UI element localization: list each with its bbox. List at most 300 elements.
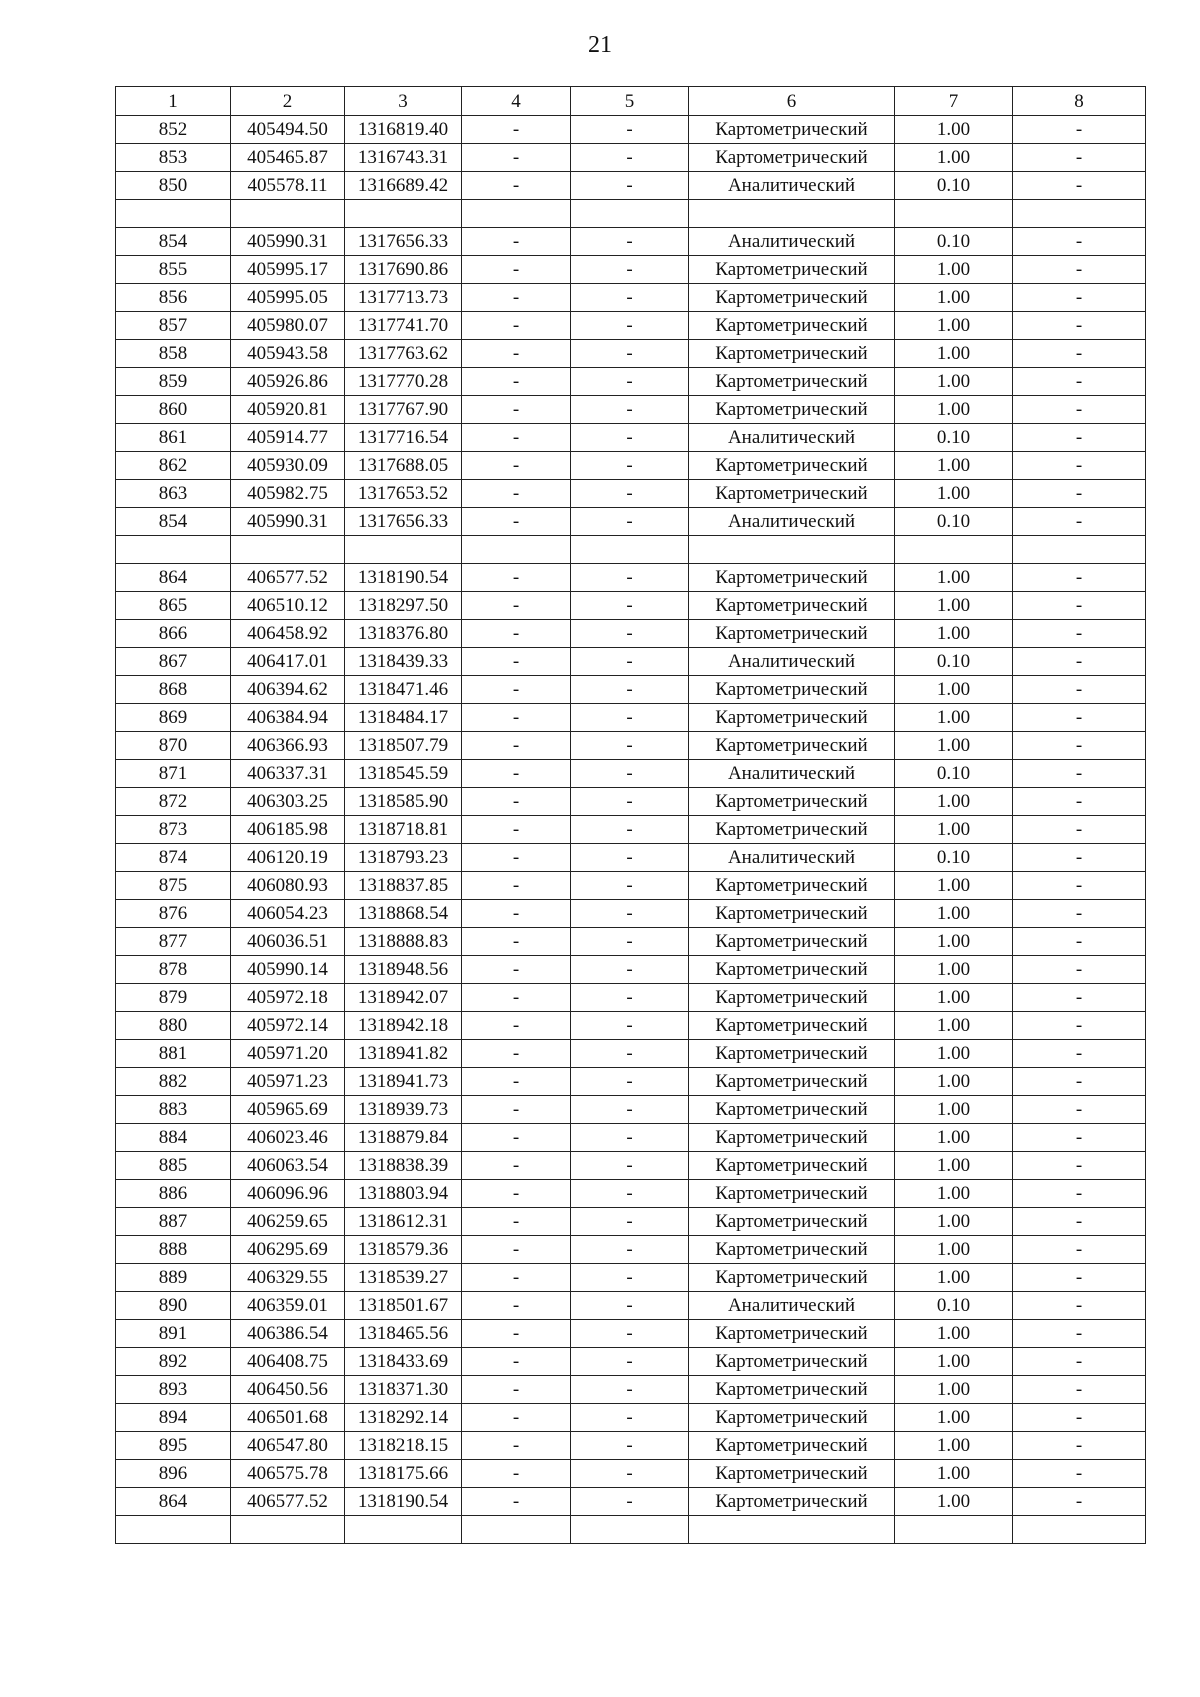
cell-y-coordinate: 1317716.54	[345, 424, 462, 452]
cell-col-4: -	[462, 172, 571, 200]
cell-x-coordinate: 406329.55	[231, 1264, 345, 1292]
cell-col-5: -	[571, 900, 689, 928]
cell-point-number	[116, 200, 231, 228]
cell-col-5: -	[571, 732, 689, 760]
table-row	[116, 508, 1146, 536]
cell-accuracy: 1.00	[895, 1320, 1013, 1348]
cell-col-5: -	[571, 1068, 689, 1096]
cell-col-8: -	[1013, 760, 1146, 788]
cell-col-4: -	[462, 452, 571, 480]
cell-y-coordinate: 1317713.73	[345, 284, 462, 312]
cell-col-8: -	[1013, 340, 1146, 368]
cell-col-5: -	[571, 284, 689, 312]
table-row	[116, 592, 1146, 620]
cell-col-5: -	[571, 984, 689, 1012]
cell-point-number: 852	[116, 116, 231, 144]
cell-col-8: -	[1013, 732, 1146, 760]
cell-accuracy: 0.10	[895, 172, 1013, 200]
cell-y-coordinate: 1318579.36	[345, 1236, 462, 1264]
cell-col-5: -	[571, 452, 689, 480]
cell-y-coordinate: 1316689.42	[345, 172, 462, 200]
cell-y-coordinate: 1318793.23	[345, 844, 462, 872]
cell-col-5	[571, 1516, 689, 1544]
cell-point-number: 885	[116, 1152, 231, 1180]
cell-y-coordinate: 1318545.59	[345, 760, 462, 788]
cell-x-coordinate: 406577.52	[231, 1488, 345, 1516]
cell-point-number: 853	[116, 144, 231, 172]
cell-point-number: 858	[116, 340, 231, 368]
cell-x-coordinate: 406510.12	[231, 592, 345, 620]
cell-method: Картометрический	[689, 1236, 895, 1264]
cell-accuracy: 1.00	[895, 1348, 1013, 1376]
cell-x-coordinate: 406384.94	[231, 704, 345, 732]
table-row	[116, 172, 1146, 200]
cell-accuracy: 1.00	[895, 1432, 1013, 1460]
table-row	[116, 564, 1146, 592]
table-row	[116, 620, 1146, 648]
cell-point-number: 888	[116, 1236, 231, 1264]
cell-y-coordinate: 1318371.30	[345, 1376, 462, 1404]
cell-y-coordinate: 1318175.66	[345, 1460, 462, 1488]
cell-accuracy: 1.00	[895, 900, 1013, 928]
cell-col-4: -	[462, 396, 571, 424]
table-row	[116, 1208, 1146, 1236]
cell-point-number: 889	[116, 1264, 231, 1292]
cell-method: Картометрический	[689, 620, 895, 648]
cell-x-coordinate: 406450.56	[231, 1376, 345, 1404]
cell-col-5	[571, 200, 689, 228]
cell-col-4: -	[462, 1124, 571, 1152]
cell-accuracy: 1.00	[895, 676, 1013, 704]
cell-x-coordinate: 405971.20	[231, 1040, 345, 1068]
cell-col-5: -	[571, 1376, 689, 1404]
cell-accuracy: 1.00	[895, 1040, 1013, 1068]
cell-x-coordinate: 406295.69	[231, 1236, 345, 1264]
cell-y-coordinate: 1318879.84	[345, 1124, 462, 1152]
table-row	[116, 1348, 1146, 1376]
cell-method: Аналитический	[689, 172, 895, 200]
cell-method: Картометрический	[689, 1012, 895, 1040]
cell-point-number: 887	[116, 1208, 231, 1236]
table-row	[116, 872, 1146, 900]
cell-col-4: -	[462, 788, 571, 816]
cell-y-coordinate: 1318218.15	[345, 1432, 462, 1460]
cell-col-8: -	[1013, 1124, 1146, 1152]
cell-accuracy	[895, 1516, 1013, 1544]
cell-method: Картометрический	[689, 312, 895, 340]
column-header-8: 8	[1013, 87, 1146, 116]
cell-col-4: -	[462, 844, 571, 872]
cell-col-8: -	[1013, 1236, 1146, 1264]
cell-x-coordinate: 406458.92	[231, 620, 345, 648]
cell-point-number: 857	[116, 312, 231, 340]
cell-col-4: -	[462, 1180, 571, 1208]
cell-col-8: -	[1013, 788, 1146, 816]
cell-col-8: -	[1013, 872, 1146, 900]
cell-col-4: -	[462, 704, 571, 732]
cell-col-5: -	[571, 116, 689, 144]
cell-point-number: 876	[116, 900, 231, 928]
cell-accuracy: 1.00	[895, 956, 1013, 984]
cell-y-coordinate: 1318190.54	[345, 564, 462, 592]
cell-point-number: 855	[116, 256, 231, 284]
cell-accuracy: 1.00	[895, 396, 1013, 424]
cell-col-5: -	[571, 760, 689, 788]
cell-col-8: -	[1013, 1348, 1146, 1376]
cell-method: Аналитический	[689, 648, 895, 676]
cell-accuracy: 1.00	[895, 1096, 1013, 1124]
cell-accuracy	[895, 200, 1013, 228]
table-row	[116, 1404, 1146, 1432]
cell-col-5	[571, 536, 689, 564]
cell-method: Картометрический	[689, 284, 895, 312]
cell-col-5: -	[571, 872, 689, 900]
column-header-2: 2	[231, 87, 345, 116]
cell-col-5: -	[571, 144, 689, 172]
cell-col-4: -	[462, 732, 571, 760]
table-row	[116, 1432, 1146, 1460]
cell-y-coordinate	[345, 536, 462, 564]
table-row	[116, 928, 1146, 956]
cell-col-8: -	[1013, 984, 1146, 1012]
table-row	[116, 452, 1146, 480]
cell-col-5: -	[571, 928, 689, 956]
cell-method: Картометрический	[689, 592, 895, 620]
cell-y-coordinate: 1317688.05	[345, 452, 462, 480]
cell-point-number: 882	[116, 1068, 231, 1096]
column-header-1: 1	[116, 87, 231, 116]
cell-x-coordinate: 405990.31	[231, 228, 345, 256]
table-row	[116, 1068, 1146, 1096]
cell-col-5: -	[571, 816, 689, 844]
cell-x-coordinate: 405920.81	[231, 396, 345, 424]
cell-col-5: -	[571, 1292, 689, 1320]
page-number: 21	[588, 32, 612, 58]
table-row	[116, 732, 1146, 760]
cell-accuracy: 1.00	[895, 1012, 1013, 1040]
cell-col-8: -	[1013, 312, 1146, 340]
cell-point-number: 861	[116, 424, 231, 452]
cell-x-coordinate: 406185.98	[231, 816, 345, 844]
cell-y-coordinate: 1318888.83	[345, 928, 462, 956]
cell-col-8: -	[1013, 1096, 1146, 1124]
table-row	[116, 1124, 1146, 1152]
cell-col-8: -	[1013, 1376, 1146, 1404]
cell-x-coordinate: 406394.62	[231, 676, 345, 704]
cell-accuracy: 1.00	[895, 788, 1013, 816]
cell-accuracy: 1.00	[895, 592, 1013, 620]
cell-col-8: -	[1013, 424, 1146, 452]
cell-x-coordinate: 406366.93	[231, 732, 345, 760]
cell-col-8: -	[1013, 1460, 1146, 1488]
cell-col-8: -	[1013, 844, 1146, 872]
cell-col-8: -	[1013, 1068, 1146, 1096]
cell-y-coordinate	[345, 200, 462, 228]
cell-col-8	[1013, 200, 1146, 228]
cell-col-4: -	[462, 1096, 571, 1124]
cell-y-coordinate: 1318948.56	[345, 956, 462, 984]
table-row-blank	[116, 536, 1146, 564]
cell-col-8: -	[1013, 1264, 1146, 1292]
table-row	[116, 284, 1146, 312]
cell-x-coordinate: 406054.23	[231, 900, 345, 928]
cell-method: Картометрический	[689, 872, 895, 900]
cell-y-coordinate: 1317741.70	[345, 312, 462, 340]
cell-col-4: -	[462, 1208, 571, 1236]
table-row	[116, 368, 1146, 396]
cell-point-number: 875	[116, 872, 231, 900]
cell-col-5: -	[571, 648, 689, 676]
cell-col-8: -	[1013, 396, 1146, 424]
table-row	[116, 844, 1146, 872]
table-row	[116, 1236, 1146, 1264]
table-row-blank	[116, 200, 1146, 228]
table-row	[116, 312, 1146, 340]
cell-y-coordinate: 1317656.33	[345, 508, 462, 536]
cell-x-coordinate: 405930.09	[231, 452, 345, 480]
cell-col-8: -	[1013, 1152, 1146, 1180]
cell-y-coordinate: 1317770.28	[345, 368, 462, 396]
cell-col-4: -	[462, 508, 571, 536]
cell-method: Картометрический	[689, 984, 895, 1012]
cell-y-coordinate: 1318471.46	[345, 676, 462, 704]
cell-col-8: -	[1013, 1292, 1146, 1320]
cell-col-5: -	[571, 1096, 689, 1124]
cell-col-5: -	[571, 368, 689, 396]
cell-accuracy: 1.00	[895, 564, 1013, 592]
cell-col-5: -	[571, 1264, 689, 1292]
cell-col-4: -	[462, 340, 571, 368]
cell-x-coordinate: 406577.52	[231, 564, 345, 592]
cell-col-4: -	[462, 1040, 571, 1068]
cell-method: Аналитический	[689, 1292, 895, 1320]
cell-col-4: -	[462, 312, 571, 340]
cell-y-coordinate	[345, 1516, 462, 1544]
cell-col-4	[462, 536, 571, 564]
cell-accuracy: 1.00	[895, 452, 1013, 480]
cell-accuracy: 0.10	[895, 508, 1013, 536]
cell-method: Картометрический	[689, 1208, 895, 1236]
table-row	[116, 116, 1146, 144]
cell-col-8: -	[1013, 816, 1146, 844]
cell-accuracy: 1.00	[895, 480, 1013, 508]
cell-method	[689, 536, 895, 564]
cell-point-number: 877	[116, 928, 231, 956]
cell-x-coordinate: 405465.87	[231, 144, 345, 172]
cell-col-5: -	[571, 1460, 689, 1488]
table-row	[116, 1012, 1146, 1040]
cell-accuracy: 1.00	[895, 1236, 1013, 1264]
cell-col-5: -	[571, 508, 689, 536]
cell-y-coordinate: 1318190.54	[345, 1488, 462, 1516]
cell-col-8: -	[1013, 452, 1146, 480]
table-row	[116, 816, 1146, 844]
cell-col-4: -	[462, 984, 571, 1012]
cell-col-4: -	[462, 284, 571, 312]
cell-point-number: 894	[116, 1404, 231, 1432]
cell-point-number	[116, 1516, 231, 1544]
cell-y-coordinate: 1317767.90	[345, 396, 462, 424]
cell-x-coordinate	[231, 536, 345, 564]
cell-col-4: -	[462, 648, 571, 676]
table-row	[116, 900, 1146, 928]
cell-point-number: 854	[116, 508, 231, 536]
cell-col-8: -	[1013, 116, 1146, 144]
cell-col-8: -	[1013, 1432, 1146, 1460]
cell-x-coordinate: 406337.31	[231, 760, 345, 788]
cell-point-number: 869	[116, 704, 231, 732]
cell-y-coordinate: 1318837.85	[345, 872, 462, 900]
column-header-6: 6	[689, 87, 895, 116]
cell-x-coordinate: 405943.58	[231, 340, 345, 368]
cell-x-coordinate: 406063.54	[231, 1152, 345, 1180]
cell-x-coordinate: 406408.75	[231, 1348, 345, 1376]
table-row	[116, 1320, 1146, 1348]
cell-col-4: -	[462, 1264, 571, 1292]
cell-col-8: -	[1013, 508, 1146, 536]
cell-col-5: -	[571, 1236, 689, 1264]
cell-col-4: -	[462, 256, 571, 284]
cell-point-number: 896	[116, 1460, 231, 1488]
cell-accuracy: 1.00	[895, 816, 1013, 844]
cell-y-coordinate: 1318941.82	[345, 1040, 462, 1068]
cell-col-8: -	[1013, 368, 1146, 396]
cell-y-coordinate: 1316743.31	[345, 144, 462, 172]
cell-col-4: -	[462, 900, 571, 928]
cell-accuracy: 0.10	[895, 648, 1013, 676]
cell-method: Картометрический	[689, 1376, 895, 1404]
cell-col-8: -	[1013, 256, 1146, 284]
cell-method: Картометрический	[689, 1432, 895, 1460]
cell-col-4: -	[462, 816, 571, 844]
cell-y-coordinate: 1318501.67	[345, 1292, 462, 1320]
cell-col-5: -	[571, 1180, 689, 1208]
cell-col-5: -	[571, 228, 689, 256]
cell-x-coordinate: 406080.93	[231, 872, 345, 900]
cell-y-coordinate: 1318718.81	[345, 816, 462, 844]
cell-col-8: -	[1013, 620, 1146, 648]
cell-accuracy: 0.10	[895, 760, 1013, 788]
cell-point-number	[116, 536, 231, 564]
cell-accuracy: 0.10	[895, 1292, 1013, 1320]
table-row	[116, 396, 1146, 424]
cell-point-number: 867	[116, 648, 231, 676]
cell-x-coordinate	[231, 1516, 345, 1544]
cell-col-4: -	[462, 1320, 571, 1348]
table-row-blank	[116, 1516, 1146, 1544]
cell-accuracy: 1.00	[895, 704, 1013, 732]
table-header-row	[116, 87, 1146, 116]
cell-method: Картометрический	[689, 676, 895, 704]
cell-accuracy: 1.00	[895, 284, 1013, 312]
cell-x-coordinate: 405965.69	[231, 1096, 345, 1124]
cell-accuracy: 1.00	[895, 1376, 1013, 1404]
cell-method: Картометрический	[689, 1152, 895, 1180]
cell-x-coordinate: 405990.31	[231, 508, 345, 536]
cell-accuracy: 0.10	[895, 424, 1013, 452]
cell-accuracy: 1.00	[895, 984, 1013, 1012]
cell-col-4: -	[462, 1236, 571, 1264]
cell-point-number: 864	[116, 1488, 231, 1516]
cell-y-coordinate: 1318507.79	[345, 732, 462, 760]
cell-y-coordinate: 1318942.07	[345, 984, 462, 1012]
cell-method: Картометрический	[689, 1096, 895, 1124]
cell-col-5: -	[571, 1432, 689, 1460]
cell-col-5: -	[571, 396, 689, 424]
cell-col-4: -	[462, 424, 571, 452]
cell-col-8: -	[1013, 592, 1146, 620]
cell-point-number: 862	[116, 452, 231, 480]
cell-accuracy: 1.00	[895, 340, 1013, 368]
cell-y-coordinate: 1317653.52	[345, 480, 462, 508]
cell-col-4: -	[462, 1292, 571, 1320]
cell-col-4: -	[462, 1152, 571, 1180]
table-row	[116, 1460, 1146, 1488]
cell-accuracy: 1.00	[895, 1208, 1013, 1236]
cell-point-number: 868	[116, 676, 231, 704]
cell-col-5: -	[571, 676, 689, 704]
cell-accuracy: 0.10	[895, 228, 1013, 256]
cell-col-5: -	[571, 1124, 689, 1152]
cell-method: Картометрический	[689, 1040, 895, 1068]
cell-accuracy: 1.00	[895, 1264, 1013, 1292]
cell-accuracy: 0.10	[895, 844, 1013, 872]
cell-method: Картометрический	[689, 1068, 895, 1096]
cell-point-number: 860	[116, 396, 231, 424]
column-header-7: 7	[895, 87, 1013, 116]
cell-x-coordinate: 406359.01	[231, 1292, 345, 1320]
cell-col-8: -	[1013, 648, 1146, 676]
cell-col-5: -	[571, 956, 689, 984]
cell-method: Картометрический	[689, 956, 895, 984]
cell-point-number: 859	[116, 368, 231, 396]
cell-point-number: 850	[116, 172, 231, 200]
cell-x-coordinate: 405971.23	[231, 1068, 345, 1096]
cell-col-4: -	[462, 956, 571, 984]
cell-method: Картометрический	[689, 256, 895, 284]
cell-col-4: -	[462, 620, 571, 648]
cell-point-number: 890	[116, 1292, 231, 1320]
cell-x-coordinate: 406036.51	[231, 928, 345, 956]
cell-col-8: -	[1013, 1040, 1146, 1068]
cell-method: Картометрический	[689, 732, 895, 760]
cell-point-number: 872	[116, 788, 231, 816]
cell-method: Аналитический	[689, 760, 895, 788]
table-row	[116, 676, 1146, 704]
cell-x-coordinate	[231, 200, 345, 228]
cell-col-8	[1013, 1516, 1146, 1544]
cell-y-coordinate: 1318838.39	[345, 1152, 462, 1180]
cell-x-coordinate: 406386.54	[231, 1320, 345, 1348]
table-row	[116, 704, 1146, 732]
cell-col-4: -	[462, 368, 571, 396]
cell-x-coordinate: 405578.11	[231, 172, 345, 200]
cell-col-5: -	[571, 1152, 689, 1180]
cell-point-number: 893	[116, 1376, 231, 1404]
cell-accuracy: 1.00	[895, 1404, 1013, 1432]
cell-y-coordinate: 1318433.69	[345, 1348, 462, 1376]
cell-x-coordinate: 406417.01	[231, 648, 345, 676]
cell-y-coordinate: 1318939.73	[345, 1096, 462, 1124]
cell-accuracy: 1.00	[895, 928, 1013, 956]
cell-col-8: -	[1013, 1180, 1146, 1208]
cell-y-coordinate: 1318585.90	[345, 788, 462, 816]
cell-col-4: -	[462, 1404, 571, 1432]
cell-x-coordinate: 405926.86	[231, 368, 345, 396]
cell-col-5: -	[571, 172, 689, 200]
cell-point-number: 874	[116, 844, 231, 872]
table-row	[116, 1376, 1146, 1404]
